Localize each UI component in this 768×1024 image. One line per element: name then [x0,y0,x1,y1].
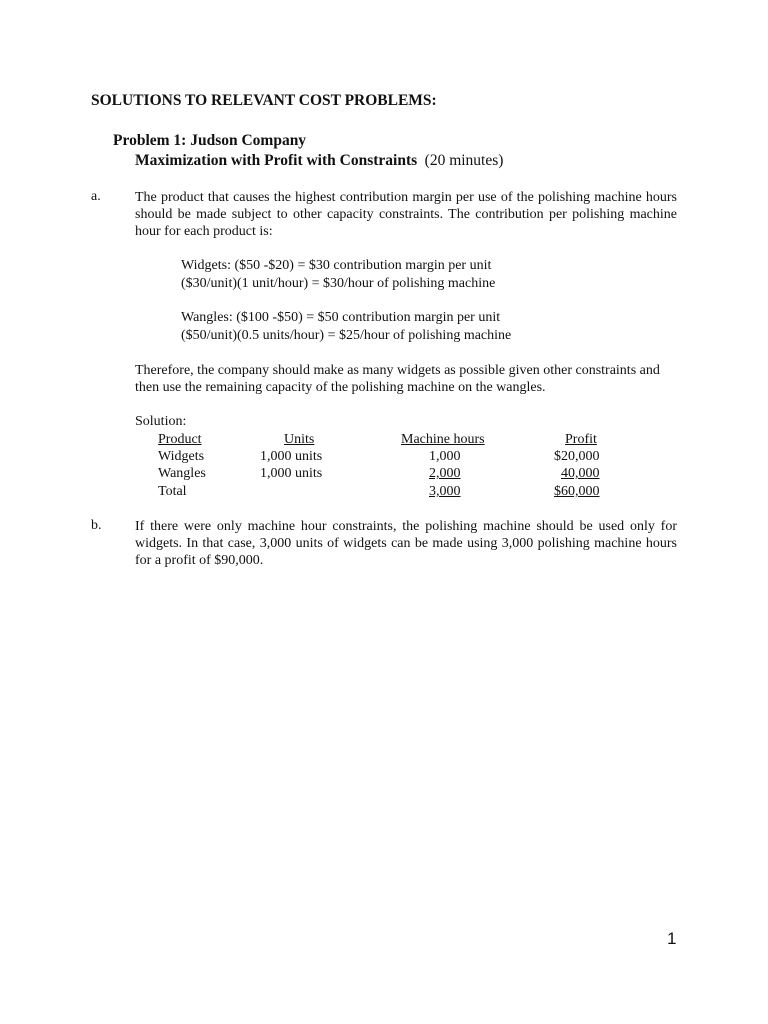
problem-subheading: Maximization with Profit with Constraints [135,152,418,169]
wangles-calc-line2: ($50/unit)(0.5 units/hour) = $25/hour of polishing machine [181,328,512,343]
table-row-total-profit: $60,000 [554,484,600,499]
widgets-calc-line2: ($30/unit)(1 unit/hour) = $30/hour of polishing machine [181,276,496,291]
part-b-marker: b. [91,518,102,533]
part-b-text: If there were only machine hour constraints, the polishing machine should be used only for widgets. In that case, 3,000 units of widgets can be made using 3,000 polishing machine hours for a profit of $90,000. [135,519,677,568]
document-title: SOLUTIONS TO RELEVANT COST PROBLEMS: [91,92,437,109]
header-profit: Profit [565,432,597,447]
table-row-total-product: Total [158,484,187,499]
table-row-wangles-product: Wangles [158,466,206,481]
table-row-wangles-profit: 40,000 [561,466,600,481]
problem-subheading-line [135,152,503,170]
problem-heading: Problem 1: Judson Company [113,132,307,149]
widgets-calc-line1: Widgets: ($50 -$20) = $30 contribution margin per unit [181,258,492,273]
part-a-conclusion: Therefore, the company should make as many widgets as possible given other constraints and then use the remaining capacity of the polishing machine on the wangles. [135,363,660,395]
header-product: Product [158,432,202,447]
solution-label: Solution: [135,414,187,429]
part-a-marker: a. [91,189,101,204]
table-row-wangles-hours: 2,000 [429,466,461,481]
table-row-wangles-units: 1,000 units [260,466,323,481]
table-row-widgets-units: 1,000 units [260,449,323,464]
problem-time: (20 minutes) [424,152,504,169]
table-row-total-hours: 3,000 [429,484,461,499]
wangles-calc-line1: Wangles: ($100 -$50) = $50 contribution margin per unit [181,310,501,325]
header-machine-hours: Machine hours [401,432,485,447]
table-row-widgets-hours: 1,000 [429,449,461,464]
header-units: Units [284,432,315,447]
table-row-widgets-product: Widgets [158,449,205,464]
page-number: 1 [667,929,677,948]
part-a-intro: The product that causes the highest contribution margin per use of the polishing machine hours should be made subject to other capacity constraints. The contribution per polishing machine hour for each product is: [135,190,677,239]
table-row-widgets-profit: $20,000 [554,449,600,464]
